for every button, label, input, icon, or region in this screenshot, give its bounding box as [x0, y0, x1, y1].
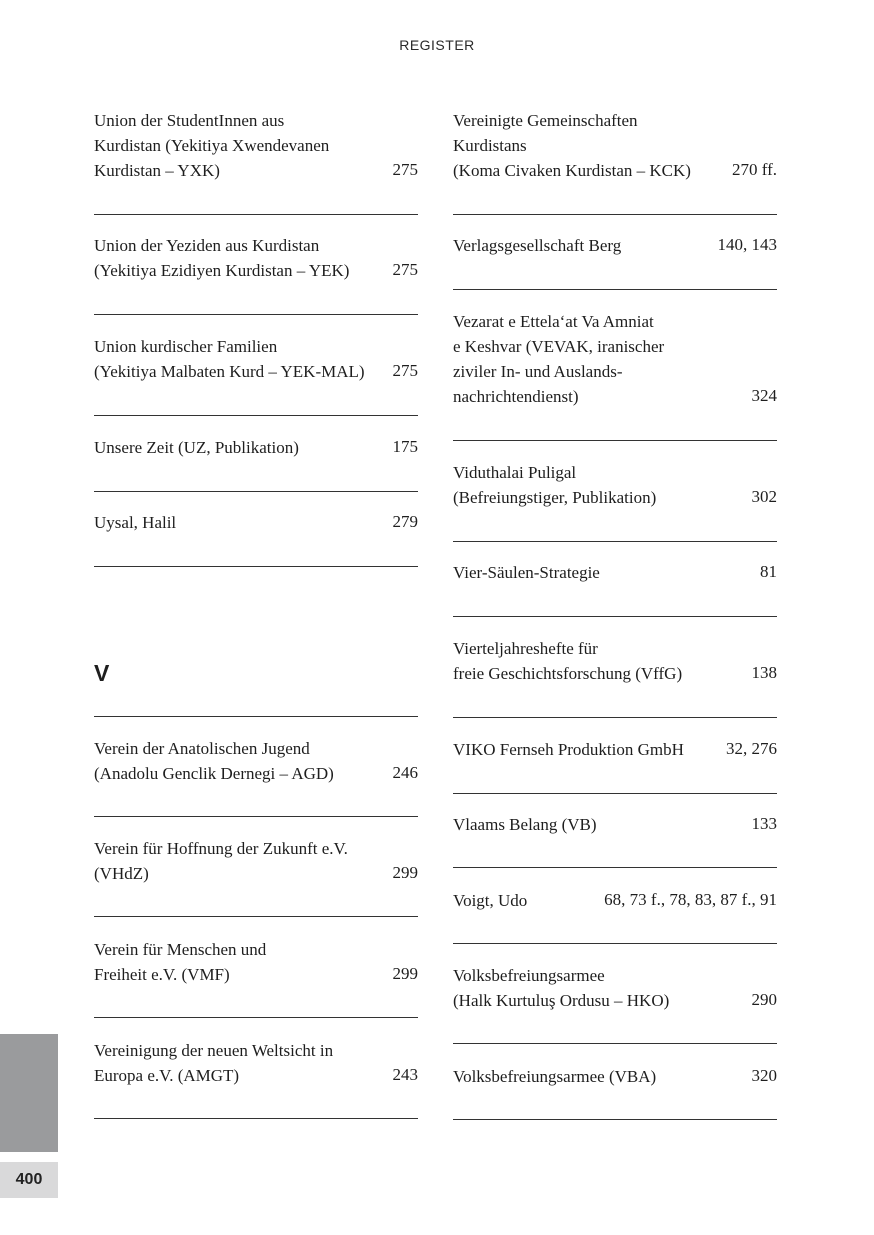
entry-term-line: Union der Yeziden aus Kurdistan	[94, 236, 320, 256]
entry-page-ref: 275	[392, 260, 418, 280]
entry-term-line: nachrichtendienst)	[453, 387, 579, 407]
entry-page-ref: 243	[392, 1064, 418, 1084]
entry-term-line: Verein für Hoffnung der Zukunft e.V.	[94, 838, 348, 858]
entry-term	[94, 233, 418, 283]
entry-page-ref: 299	[392, 963, 418, 983]
index-entry	[453, 794, 777, 869]
entry-term-line: (Yekitiya Ezidiyen Kurdistan – YEK)	[94, 261, 350, 281]
entry-term	[453, 812, 777, 837]
entry-term-line: Uysal, Halil	[94, 513, 177, 533]
entry-term	[94, 736, 418, 786]
entry-page-ref: 81	[760, 562, 777, 582]
entry-term-line: Verein für Menschen und	[94, 939, 267, 959]
entry-page-ref: 270 ff.	[731, 160, 777, 180]
entry-term-line: Europa e.V. (AMGT)	[94, 1065, 240, 1085]
entry-page-ref: 138	[751, 663, 777, 683]
entry-term-line: Voigt, Udo	[453, 891, 528, 911]
entry-page-ref: 175	[392, 437, 418, 457]
index-entry	[453, 290, 777, 441]
index-entry	[94, 215, 418, 315]
entry-page-ref: 140, 143	[717, 235, 777, 255]
index-column-right	[453, 108, 777, 1120]
entry-term-line: Union kurdischer Familien	[94, 337, 278, 357]
index-entry	[94, 492, 418, 567]
entry-term	[453, 1064, 777, 1089]
index-entry	[453, 441, 777, 542]
index-entry	[94, 108, 418, 215]
entry-term-line: Verlagsgesellschaft Berg	[453, 236, 622, 256]
entry-page-ref: 68, 73 f., 78, 83, 87 f., 91	[604, 890, 777, 910]
entry-term-line: Freiheit e.V. (VMF)	[94, 964, 230, 984]
index-entry	[94, 315, 418, 416]
section-heading: V	[94, 660, 110, 686]
index-entry	[94, 717, 418, 817]
entry-term	[453, 560, 777, 585]
index-entry	[453, 617, 777, 718]
entry-page-ref: 279	[392, 512, 418, 532]
entry-term	[94, 836, 418, 886]
entry-term	[94, 937, 418, 987]
entry-page-ref: 32, 276	[726, 739, 777, 759]
entry-term-line: ziviler In- und Auslands-	[453, 362, 623, 382]
running-header: REGISTER	[399, 37, 475, 53]
entry-term-line: Kurdistan (Yekitiya Xwendevanen	[94, 136, 330, 156]
entry-term	[94, 510, 418, 535]
entry-page-ref: 246	[392, 762, 418, 782]
entry-term-line: freie Geschichtsforschung (VffG)	[453, 664, 683, 684]
entry-term-line: Vezarat e Ettela‘at Va Amniat	[453, 311, 654, 331]
entry-page-ref: 299	[392, 862, 418, 882]
entry-term	[94, 1038, 418, 1088]
index-entry	[453, 944, 777, 1044]
entry-term-line: Volksbefreiungsarmee	[453, 966, 605, 986]
index-entry	[94, 1018, 418, 1119]
entry-term-line: Vierteljahreshefte für	[453, 639, 598, 659]
thumb-tab-block	[0, 1034, 58, 1152]
entry-term	[453, 963, 777, 1013]
entry-term-line: (Befreiungstiger, Publikation)	[453, 488, 657, 508]
entry-page-ref: 133	[751, 814, 777, 834]
index-entry	[453, 215, 777, 290]
entry-term	[94, 108, 418, 184]
entry-term-line: Viduthalai Puligal	[453, 463, 577, 483]
entry-term-line: Kurdistan – YXK)	[94, 161, 220, 181]
index-column-left-top	[94, 108, 418, 567]
entry-term-line: e Keshvar (VEVAK, iranischer	[453, 336, 665, 356]
page-number: 400	[0, 1162, 58, 1198]
entry-term-line: (Koma Civaken Kurdistan – KCK)	[453, 161, 691, 181]
entry-term-line: Vlaams Belang (VB)	[453, 815, 597, 835]
entry-term-line: Vereinigung der neuen Weltsicht in	[94, 1040, 334, 1060]
entry-term-line: (Yekitiya Malbaten Kurd – YEK-MAL)	[94, 362, 365, 382]
entry-page-ref: 302	[751, 487, 777, 507]
index-entry	[94, 416, 418, 492]
entry-page-ref: 275	[392, 361, 418, 381]
entry-term-line: Union der StudentInnen aus	[94, 111, 285, 130]
entry-term-line: Volksbefreiungsarmee (VBA)	[453, 1067, 657, 1087]
index-entry	[94, 817, 418, 917]
entry-term	[453, 460, 777, 510]
entry-page-ref: 290	[751, 990, 777, 1010]
entry-term-line: (VHdZ)	[94, 863, 149, 883]
index-column-left-bottom	[94, 716, 418, 1119]
index-entry	[453, 108, 777, 215]
index-entry	[453, 718, 777, 794]
entry-term	[94, 435, 418, 460]
index-entry	[453, 868, 777, 944]
index-entry	[453, 1044, 777, 1120]
index-entry	[94, 917, 418, 1018]
entry-page-ref: 275	[392, 160, 418, 180]
entry-term	[453, 636, 777, 686]
entry-term-line: Unsere Zeit (UZ, Publikation)	[94, 438, 299, 458]
entry-term-line: VIKO Fernseh Produktion GmbH	[453, 740, 684, 760]
index-entry	[453, 542, 777, 617]
entry-term	[453, 108, 777, 184]
entry-term	[94, 334, 418, 384]
entry-term-line: (Anadolu Genclik Dernegi – AGD)	[94, 763, 334, 783]
entry-term-line: Vier-Säulen-Strategie	[453, 563, 600, 583]
entry-page-ref: 320	[751, 1066, 777, 1086]
entry-term-line: Vereinigte Gemeinschaften	[453, 111, 638, 130]
entry-term-line: Kurdistans	[453, 136, 527, 156]
entry-term-line: (Halk Kurtuluş Ordusu – HKO)	[453, 991, 670, 1011]
entry-term-line: Verein der Anatolischen Jugend	[94, 738, 310, 758]
entry-page-ref: 324	[751, 386, 777, 406]
entry-term	[453, 309, 777, 410]
